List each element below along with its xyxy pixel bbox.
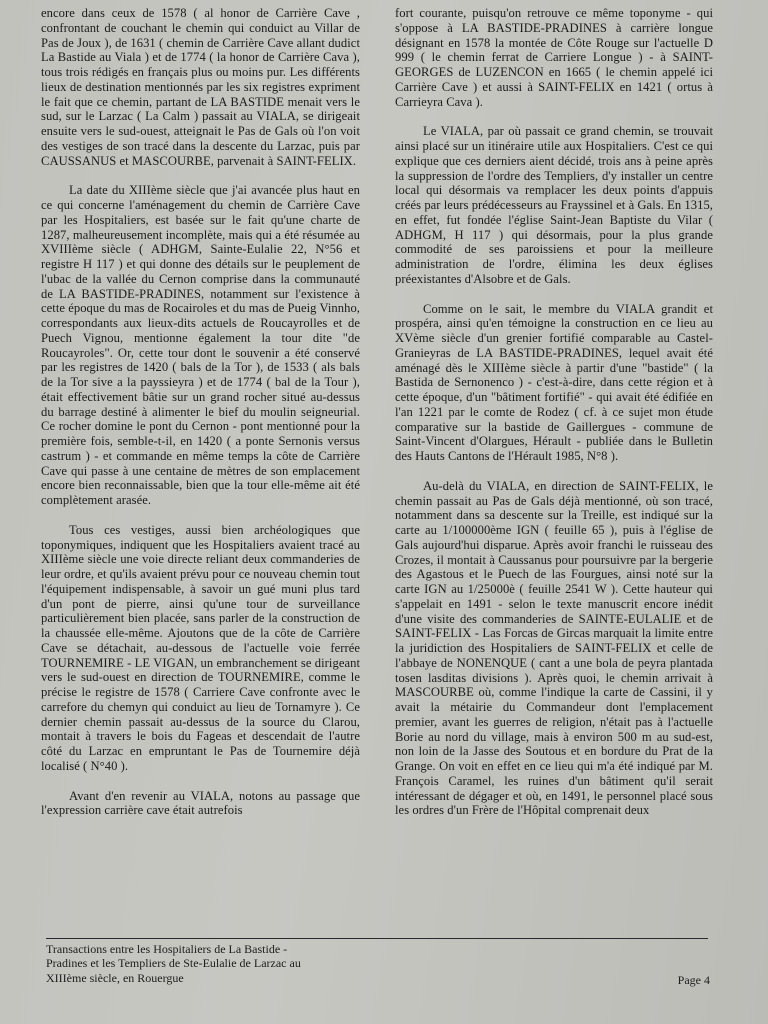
footer-divider xyxy=(46,938,708,939)
paragraph: Comme on le sait, le membre du VIALA grandit et prospéra, ainsi qu'en témoigne la construction en ce lieu au XVème siècle d'un grenier fortifié comparable au Castel-Granieyras de LA BASTIDE-PRADINES, lequel avait été aménagé dès le XIIIème siècle à partir d'une "bastide" ( la Bastida de Sernonenco ) - c'est-à-dire, dans cette région et à cette époque, d'un "bâtiment fortifié" - qui avait été édifiée en l'an 1221 par le comte de Rodez ( cf. à ce sujet mon étude comparative sur la bastide de Gaillergues - commune de Saint-Vincent d'Olargues, Hérault - publiée dans le Bulletin des Hauts Cantons de l'Hérault 1985, N°8 ). xyxy=(395,301,713,463)
page-number: Page 4 xyxy=(677,973,710,987)
paragraph: Le VIALA, par où passait ce grand chemin, se trouvait ainsi placé sur un itinéraire utile aux Hospitaliers. C'est ce qui explique que ces derniers aient décidé, trois ans à peine après la suppression de l'ordre des Templiers, d'y installer un centre local qui désormais va remplacer les deux points d'appuis créés par leurs prédécesseurs au Frayssinel et à Gals. En 1315, en effet, fut fondée l'église Saint-Jean Baptiste du Vilar ( ADHGM, H 117 ) qui désormais, pour la plus grande commodité de ses paroissiens et pour la meilleure administration de l'ordre, élimina les deux églises préexistantes d'Alsobre et de Gals. xyxy=(395,124,713,286)
running-footer-title xyxy=(46,942,376,985)
footer-title-line: Transactions entre les Hospitaliers de La Bastide - xyxy=(46,942,288,956)
paragraph: Au-delà du VIALA, en direction de SAINT-FELIX, le chemin passait au Pas de Gals déjà mentionné, où son tracé, notamment dans sa descente sur la Treille, est indiqué sur la carte au 1/100000ème IGN ( feuille 65 ), puis à l'église de Gals aujourd'hui disparue. Après avoir franchi le ruisseau des Crozes, il montait à Caussanus pour poursuivre par la bergerie des Agastous et le Puech de las Fourgues, ainsi noté sur la carte IGN au 1/25000è ( feuille 2541 W ). Cette hauteur qui s'appelait en 1491 - selon le texte manuscrit encore inédit d'une visite des commanderies de SAINTE-EULALIE et de SAINT-FELIX - Las Forcas de Gircas marquait la limite entre la juridiction des Hospitaliers de SAINT-FELIX et celle de l'abbaye de NONENQUE ( cant a une bola de peyra plantada tosen lasditas divisions ). Après quoi, le chemin arrivait à MASCOURBE où, comme l'indique la carte de Cassini, il y avait la métairie du Commandeur dont l'emplacement premier, avant les guerres de religion, n'était pas à l'actuelle Borie au nord du village, mais à environ 500 m au sud-est, non loin de la Jasse des Soutous et en bordure du Prat de la Grange. On voit en effet en ce lieu qui m'a été indiqué par M. François Caramel, les ruines d'un bâtiment qu'il serait intéressant de dégager et où, en 1491, le personnel placé sous les ordres d'un Frère de l'Hôpital comprenait deux xyxy=(395,478,713,818)
paragraph: encore dans ceux de 1578 ( al honor de Carrière Cave , confrontant de couchant le chemin qui conduict au Villar de Pas de Joux ), de 1631 ( chemin de Carrière Cave allant dudict La Bastide au Viala ) et de 1774 ( la honor de Carrière Cava ), tous trois rédigés en français plus ou moins pur. Les différents lieux de destination mentionnés par les six registres expriment le fait que ce chemin, partant de LA BASTIDE menait vers le sud, sur le Larzac ( La Calm ) passait au VIALA, se dirigeait ensuite vers le sud-ouest, atteignait le Pas de Gals où l'on voit des vestiges de son tracé dans la descente du Larzac, puis par CAUSSANUS et MASCOURBE, parvenait à SAINT-FELIX. xyxy=(41,6,360,168)
paragraph: Tous ces vestiges, aussi bien archéologiques que toponymiques, indiquent que les Hospitaliers avaient tracé au XIIIème siècle une voie directe reliant deux commanderies de leur ordre, et qu'ils avaient prévu pour ce nouveau chemin tout l'équipement indispensable, à savoir un gué muni plus tard d'un pont de pierre, ainsi qu'une tour de surveillance particulièrement bien placée, sans parler de la construction de la chaussée elle-même. Ajoutons que de la côte de Carrière Cave se détachait, au-dessous de l'actuelle voie ferrée TOURNEMIRE - LE VIGAN, un embranchement se dirigeant vers le sud-ouest en direction de TOURNEMIRE, comme le précise le registre de 1578 ( Carriere Cave confronte avec le carrefore du chemyn qui conduict au lieu de Tornamyre ). Ce dernier chemin passait au-dessus de la source du Clarou, montait à travers le bois du Fageas et descendait de l'autre côté du Larzac en empruntant le Pas de Tournemire déjà localisé ( N°40 ). xyxy=(41,522,360,773)
paragraph: fort courante, puisqu'on retrouve ce même toponyme - qui s'oppose à LA BASTIDE-PRADINES à carrière longue désignant en 1578 la montée de Côte Rouge sur l'actuelle D 999 ( le chemin ferrat de Carriere Longue ) - à SAINT-GEORGES de LUZENCON en 1665 ( le chemin appelé ici Carrière Cave ) et aussi à SAINT-FELIX en 1421 ( ortus à Carrieyra Cava ). xyxy=(395,6,713,109)
right-column xyxy=(395,6,713,818)
paragraph: La date du XIIIème siècle que j'ai avancée plus haut en ce qui concerne l'aménagement du chemin de Carrière Cave par les Hospitaliers, est basée sur le fait qu'une charte de 1287, malheureusement incomplète, mais qui a été résumée au XVIIIème siècle ( ADHGM, Sainte-Eulalie 22, N°56 et registre H 117 ) et qui donne des détails sur le peuplement de l'ubac de la vallée du Cernon comprise dans la communauté de LA BASTIDE-PRADINES, notamment sur l'existence à cette époque du mas de Rocairoles et du mas de Pueig Vinnho, correspondants aux lieux-dits actuels de Roucayrolles et de Puech Vignou, mentionne également la tour dite "de Roucayroles". Or, cette tour dont le souvenir a été conservé par les registres de 1420 ( bals de la Tor ), de 1533 ( als bals de la Tor sive a la payssieyra ) et de 1774 ( bal de la Tour ), était effectivement bâtie sur un grand rocher situé au-dessus du barrage destiné à alimenter le bief du moulin seigneurial. Ce rocher domine le pont du Cernon - pont mentionné pour la première fois, semble-t-il, en 1420 ( a ponte Sernonis versus castrum ) - et commande en même temps la côte de Carrière Cave qui passe à une centaine de mètres de son emplacement encore bien reconnaissable, bien que la tour elle-même ait été complètement arasée. xyxy=(41,183,360,507)
paragraph: Avant d'en revenir au VIALA, notons au passage que l'expression carrière cave était autrefois xyxy=(41,788,360,818)
footer-title-line: XIIIème siècle, en Rouergue xyxy=(46,970,184,985)
footer-title-line: Pradines et les Templiers de Ste-Eulalie de Larzac au xyxy=(46,956,301,971)
left-column xyxy=(41,6,360,818)
